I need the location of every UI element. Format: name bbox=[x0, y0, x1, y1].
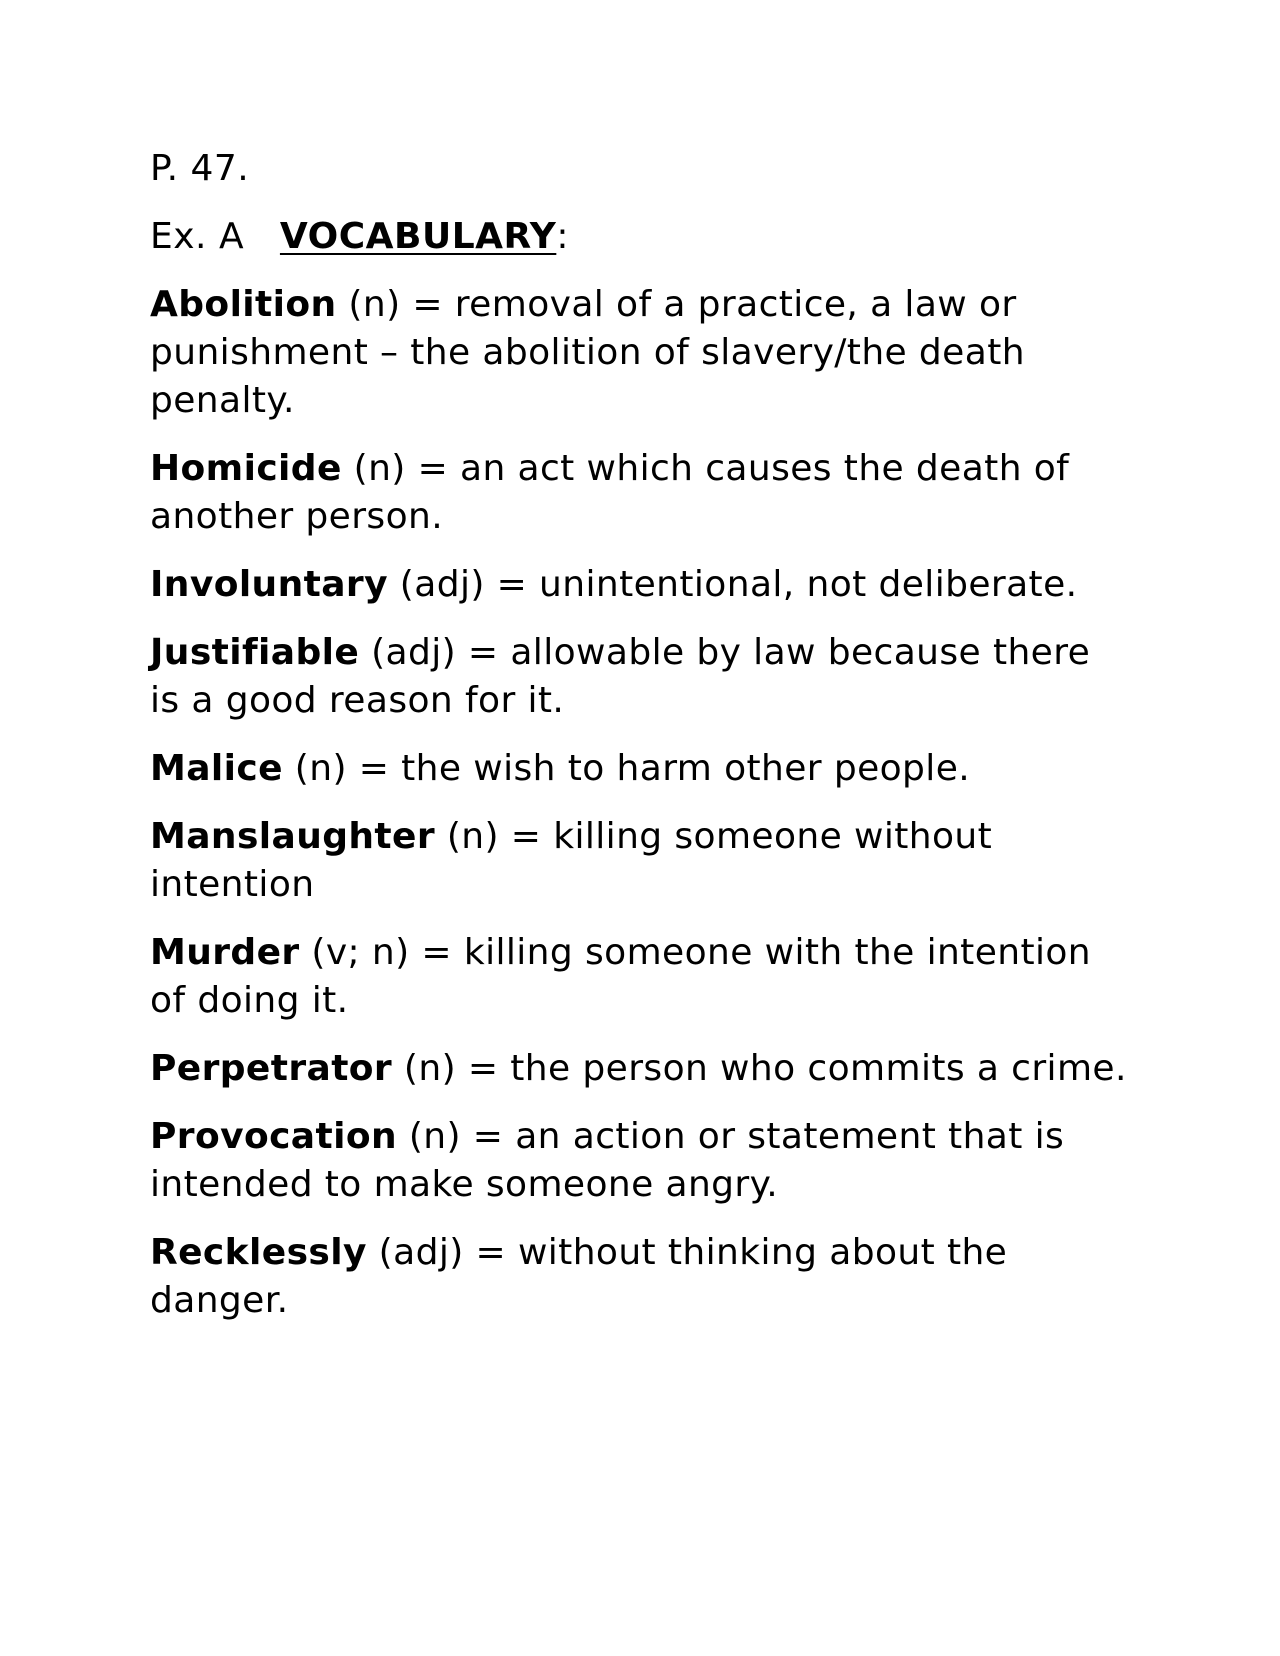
page-reference: P. 47. bbox=[150, 148, 250, 189]
vocab-term: Abolition bbox=[150, 284, 337, 325]
vocab-entry-manslaughter bbox=[150, 813, 1130, 909]
vocab-definition: (adj) = allowable by law because there is a good reason for it. bbox=[150, 632, 1091, 721]
vocab-entry-homicide bbox=[150, 445, 1130, 541]
vocab-definition: (n) = killing someone without intention bbox=[150, 816, 993, 905]
vocab-definition: (n) = an act which causes the death of another person. bbox=[150, 448, 1070, 537]
vocab-term: Justifiable bbox=[150, 632, 360, 673]
vocab-term: Homicide bbox=[150, 448, 342, 489]
vocab-entry-provocation bbox=[150, 1113, 1130, 1209]
vocab-entry-murder bbox=[150, 929, 1130, 1025]
vocab-term: Involuntary bbox=[150, 564, 388, 605]
vocab-term: Malice bbox=[150, 748, 283, 789]
heading-colon: : bbox=[556, 216, 569, 257]
vocab-definition: (adj) = without thinking about the danger. bbox=[150, 1232, 1008, 1321]
document-page bbox=[150, 145, 1130, 1345]
vocab-term: Manslaughter bbox=[150, 816, 436, 857]
vocab-definition: (adj) = unintentional, not deliberate. bbox=[387, 564, 1078, 605]
exercise-label: Ex. A bbox=[150, 216, 245, 257]
vocabulary-title: VOCABULARY bbox=[279, 216, 557, 257]
vocab-entry-malice bbox=[150, 745, 1130, 793]
vocab-term: Recklessly bbox=[150, 1232, 367, 1273]
vocab-term: Murder bbox=[150, 932, 300, 973]
vocab-entry-justifiable bbox=[150, 629, 1130, 725]
vocab-definition: (v; n) = killing someone with the intention of doing it. bbox=[150, 932, 1092, 1021]
vocab-definition: (n) = the wish to harm other people. bbox=[282, 748, 971, 789]
vocab-entry-abolition bbox=[150, 281, 1130, 425]
vocab-definition: (n) = removal of a practice, a law or punishment – the abolition of slavery/the death penalty. bbox=[150, 284, 1025, 421]
vocab-definition: (n) = the person who commits a crime. bbox=[392, 1048, 1127, 1089]
exercise-heading bbox=[150, 213, 1130, 261]
vocab-entry-involuntary bbox=[150, 561, 1130, 609]
vocab-entry-recklessly bbox=[150, 1229, 1130, 1325]
vocab-term: Perpetrator bbox=[150, 1048, 393, 1089]
vocab-definition: (n) = an action or statement that is intended to make someone angry. bbox=[150, 1116, 1065, 1205]
vocab-entry-perpetrator bbox=[150, 1045, 1130, 1093]
vocab-term: Provocation bbox=[150, 1116, 398, 1157]
